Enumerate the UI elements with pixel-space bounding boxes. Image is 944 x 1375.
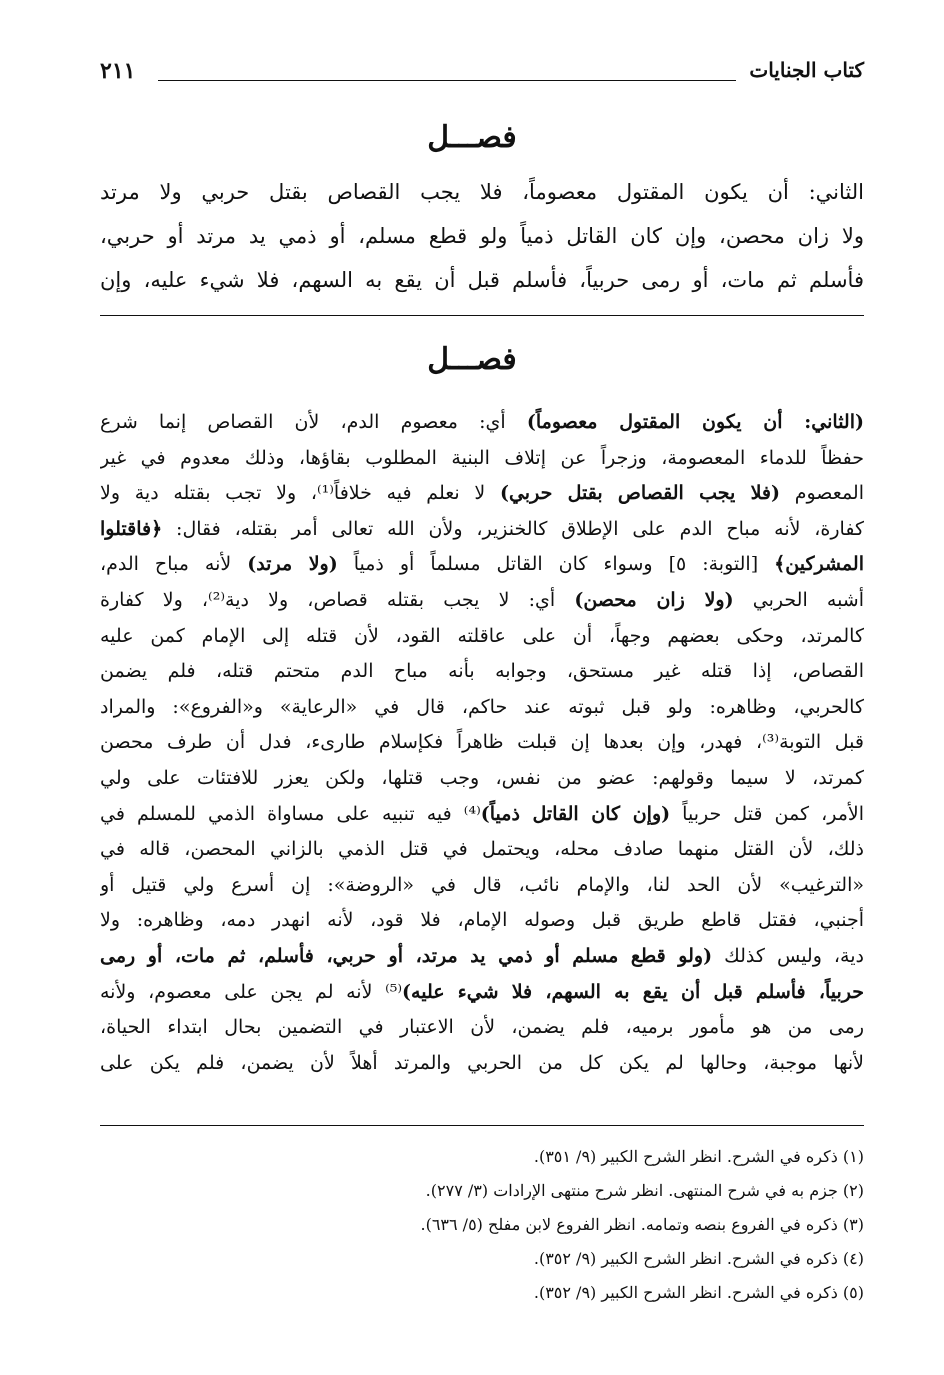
footnote: (٤) ذكره في الشرح. انظر الشرح الكبير (٩/ ٣٥٢). bbox=[533, 1249, 864, 1268]
commentary: الأمر، كمن قتل حربياً bbox=[670, 802, 864, 825]
sharh-line bbox=[100, 903, 864, 939]
sharh-line bbox=[100, 441, 864, 477]
sharh-line bbox=[100, 512, 864, 548]
matn-line: ولا زان محصن، وإن كان القاتل ذمياً ولو قطع مسلم، أو ذمي يد مرتد أو حربي، bbox=[100, 224, 864, 248]
commentary: ⁽⁵⁾ لأنه لم يجن على معصوم، ولأنه bbox=[100, 980, 403, 1003]
footnote: (٢) جزم به في شرح المنتهى. انظر شرح منتهى الإرادات (٣/ ٢٧٧). bbox=[425, 1181, 864, 1200]
commentary: «الترغيب» لأن الحد لنا، والإمام نائب، قال في «الروضة»: إن أسرع ولي قتيل أو bbox=[100, 873, 864, 896]
commentary: أجنبي، فقتل قاطع طريق قبل وصوله الإمام، فلا قود، لأنه انهدر دمه، وظاهره: ولا bbox=[100, 909, 864, 932]
section-separator bbox=[100, 315, 864, 316]
footnote: (٣) ذكره في الفروع بنصه وتمامه. انظر الفروع لابن مفلح (٥/ ٦٣٦). bbox=[420, 1215, 864, 1234]
commentary: كالحربي، وظاهره: ولو قبل ثبوته عند حاكم، قال في «الرعاية» و«الفروع»: والمراد bbox=[100, 695, 864, 718]
footnote: (١) ذكره في الشرح. انظر الشرح الكبير (٩/ ٣٥١). bbox=[533, 1147, 864, 1166]
sharh-line bbox=[100, 583, 864, 619]
commentary: قبل التوبة⁽³⁾، فهدر، وإن بعدها إن قبلت ظاهراً فكإسلام طارىء، فدل أن طرف محصن bbox=[100, 731, 864, 754]
footnote-separator bbox=[100, 1125, 864, 1126]
commentary: كفارة، لأنه مباح الدم على الإطلاق كالخنزير، ولأن الله تعالى أمر بقتله، فقال: bbox=[162, 517, 864, 540]
chapter-title: كتاب الجنايات bbox=[749, 58, 864, 82]
sharh-line bbox=[100, 619, 864, 655]
sharh-text bbox=[100, 405, 864, 1081]
quran-quote: ﴿فاقتلوا bbox=[100, 517, 163, 540]
commentary: القصاص، إذا قتله غير مستحق، وجوابه بأنه مباح الدم متحتم قتله، فلم يضمن bbox=[100, 660, 864, 683]
matn-text bbox=[100, 170, 864, 302]
running-header bbox=[100, 58, 864, 92]
commentary: لا نعلم فيه خلافاً⁽¹⁾، ولا تجب بقتله دية ولا bbox=[100, 482, 500, 505]
sharh-line bbox=[100, 405, 864, 441]
sharh-line bbox=[100, 725, 864, 761]
commentary: [التوبة: ٥] وسواء كان القاتل مسلماً أو ذمياً bbox=[337, 553, 775, 576]
commentary: كمرتد، لا سيما وقولهم: عضو من نفس، وجب قتلها، ولكن يعزر للافتئات على ولي bbox=[100, 766, 864, 789]
commentary: ⁽⁴⁾ فيه تنبيه على مساواة الذمي للمسلم في bbox=[100, 802, 481, 825]
section-heading-sharh: فصـــل bbox=[427, 342, 517, 377]
quran-quote: المشركين﴾ bbox=[774, 553, 864, 576]
sharh-line bbox=[100, 797, 864, 833]
sharh-line bbox=[100, 476, 864, 512]
commentary: رمى من هو مأمور برميه، فلم يضمن، لأن الاعتبار في التضمين بحال ابتداء الحياة، bbox=[100, 1016, 864, 1039]
quoted-matn: (ولو قطع مسلم أو ذمي يد مرتد، أو حربي، فأسلم، ثم مات، أو رمى bbox=[100, 944, 713, 967]
footnotes bbox=[420, 1140, 864, 1310]
commentary: لأنه مباح الدم، bbox=[100, 553, 248, 576]
sharh-line bbox=[100, 690, 864, 726]
sharh-line bbox=[100, 1046, 864, 1082]
quoted-matn: حربياً، فأسلم قبل أن يقع به السهم، فلا شيء عليه) bbox=[402, 980, 864, 1003]
section-heading-matn: فصـــل bbox=[427, 120, 517, 155]
commentary: أي: لا يجب بقتله قصاص، ولا دية⁽²⁾، ولا كفارة bbox=[100, 588, 575, 611]
commentary: ذلك، لأن القتل منهما صادف محله، ويحتمل في قتل الذمي بالزاني المحصن، قاله في bbox=[100, 838, 864, 861]
commentary: كالمرتد، وحكى بعضهم وجهاً، أن على عاقلته القود، لأن قتله إلى الإمام كمن عليه bbox=[100, 624, 864, 647]
sharh-line bbox=[100, 1010, 864, 1046]
page-number: ٢١١ bbox=[100, 58, 136, 84]
quoted-matn: (وإن كان القاتل ذمياً) bbox=[480, 802, 671, 825]
sharh-line bbox=[100, 939, 864, 975]
sharh-line bbox=[100, 761, 864, 797]
matn-line: فأسلم ثم مات، أو رمى حربياً، فأسلم قبل أن يقع به السهم، فلا شيء عليه، وإن bbox=[100, 268, 864, 292]
sharh-line bbox=[100, 868, 864, 904]
commentary: أشبه الحربي bbox=[733, 588, 864, 611]
quoted-matn: (الثاني: أن يكون المقتول معصوماً) bbox=[526, 411, 864, 433]
sharh-line bbox=[100, 975, 864, 1011]
commentary: دية، وليس كذلك bbox=[712, 944, 864, 967]
sharh-line bbox=[100, 654, 864, 690]
sharh-line bbox=[100, 547, 864, 583]
footnote: (٥) ذكره في الشرح. انظر الشرح الكبير (٩/ ٣٥٢). bbox=[533, 1283, 864, 1302]
commentary: المعصوم bbox=[780, 482, 864, 505]
commentary: لأنها موجبة، وحالها لم يكن كل من الحربي والمرتد أهلاً لأن يضمن، فلم يكن على bbox=[100, 1051, 864, 1074]
commentary: أي: معصوم الدم، لأن القصاص إنما شرع bbox=[100, 411, 527, 433]
quoted-matn: (ولا زان محصن) bbox=[574, 588, 734, 611]
header-rule bbox=[158, 80, 736, 81]
commentary: حفظاً للدماء المعصومة، وزجراً عن إتلاف البنية المطلوب بقاؤها، وذلك معدوم في غير bbox=[100, 446, 864, 469]
quoted-matn: (فلا يجب القصاص بقتل حربي) bbox=[499, 482, 781, 505]
quoted-matn: (ولا مرتد) bbox=[247, 553, 338, 576]
matn-line: الثاني: أن يكون المقتول معصوماً، فلا يجب القصاص بقتل حربي ولا مرتد bbox=[100, 180, 864, 204]
sharh-line bbox=[100, 832, 864, 868]
